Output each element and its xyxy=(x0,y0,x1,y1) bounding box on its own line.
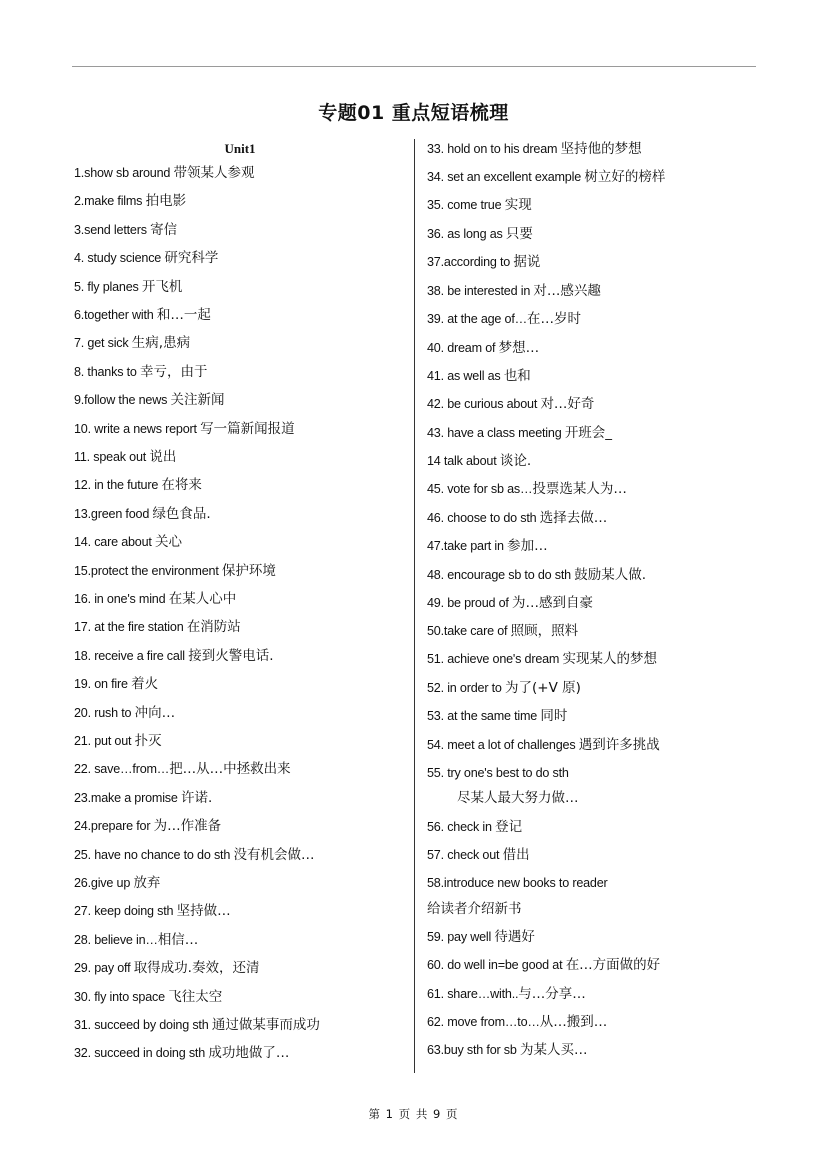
phrase-item xyxy=(74,420,295,438)
phrase-chinese: 放弃 xyxy=(133,875,161,891)
phrase-chinese: 从…搬到… xyxy=(539,1014,608,1030)
phrase-chinese: 关注新闻 xyxy=(170,392,225,408)
phrase-chinese: 为…感到自豪 xyxy=(512,595,594,611)
phrase-english: 55. try one's best to do sth xyxy=(427,766,569,780)
phrase-item xyxy=(427,846,530,864)
phrase-chinese: 据说 xyxy=(513,254,541,270)
phrase-english: 63.buy sth for sb xyxy=(427,1043,521,1057)
phrase-chinese: 绿色食品. xyxy=(152,506,211,522)
phrase-english: 12. in the future xyxy=(74,478,162,492)
phrase-item xyxy=(74,789,212,807)
phrase-english: 3.send letters xyxy=(74,223,151,237)
phrase-chinese: 研究科学 xyxy=(164,250,219,266)
phrase-chinese: 在…岁时 xyxy=(527,311,582,327)
phrase-english: 60. do well in=be good at xyxy=(427,958,566,972)
phrase-chinese: 照顾，照料 xyxy=(510,623,579,639)
phrase-english: 46. choose to do sth xyxy=(427,511,540,525)
phrase-chinese: 为某人买… xyxy=(520,1042,588,1058)
phrase-item xyxy=(74,959,259,977)
phrase-chinese: 相信… xyxy=(157,932,199,948)
phrase-chinese: 梦想… xyxy=(498,340,540,356)
phrase-item xyxy=(427,537,548,555)
unit-heading: Unit1 xyxy=(224,141,256,156)
phrase-item xyxy=(74,448,176,466)
phrase-item xyxy=(427,196,532,214)
phrase-item xyxy=(74,533,182,551)
phrase-english: 45. vote for sb as… xyxy=(427,482,533,496)
phrase-chinese: 扑灭 xyxy=(134,733,162,749)
phrase-item xyxy=(74,618,241,636)
phrase-chinese: 带领某人参观 xyxy=(173,165,255,181)
phrase-english: 52. in order to xyxy=(427,681,506,695)
phrase-english: 9.follow the news xyxy=(74,393,171,407)
phrase-english: 27. keep doing sth xyxy=(74,904,177,918)
phrase-english: 29. pay off xyxy=(74,961,134,975)
phrase-english: 16. in one's mind xyxy=(74,592,169,606)
phrase-english: 2.make films xyxy=(74,194,146,208)
phrase-item xyxy=(427,509,607,527)
phrase-english: 1.show sb around xyxy=(74,166,174,180)
phrase-chinese: 也和 xyxy=(503,368,531,384)
phrase-item xyxy=(427,339,539,357)
phrase-chinese: 着火 xyxy=(131,676,159,692)
phrase-item xyxy=(74,817,221,835)
phrase-chinese: 对…感兴趣 xyxy=(533,283,601,299)
phrase-english: 51. achieve one's dream xyxy=(427,652,563,666)
phrase-item xyxy=(74,647,274,665)
phrase-item xyxy=(74,505,211,523)
phrase-item xyxy=(427,282,601,300)
phrase-english: 24.prepare for xyxy=(74,819,154,833)
phrase-chinese: 遇到许多挑战 xyxy=(578,737,660,753)
phrase-chinese: 幸亏，由于 xyxy=(140,364,208,380)
phrase-item xyxy=(427,253,540,271)
phrase-english: 17. at the fire station xyxy=(74,620,187,634)
phrase-chinese: 把…从…中拯救出来 xyxy=(169,761,291,777)
phrase-english: 19. on fire xyxy=(74,677,132,691)
phrase-item xyxy=(74,221,177,239)
phrase-chinese: 在某人心中 xyxy=(168,591,237,607)
phrase-item xyxy=(74,590,236,608)
phrase-chinese: 关心 xyxy=(155,534,183,550)
phrase-item xyxy=(427,424,612,442)
phrase-item xyxy=(427,395,594,413)
phrase-chinese: 寄信 xyxy=(150,222,178,238)
header-rule xyxy=(72,66,756,67)
phrase-english: 14 talk about xyxy=(427,454,500,468)
phrase-english: 23.make a promise xyxy=(74,791,181,805)
phrase-chinese: 接到火警电话. xyxy=(188,648,274,664)
phrase-chinese: 给读者介绍新书 xyxy=(427,901,522,917)
phrase-english: 21. put out xyxy=(74,734,135,748)
phrase-chinese: 通过做某事而成功 xyxy=(211,1017,320,1033)
phrase-english: 6.together with xyxy=(74,308,157,322)
phrase-item xyxy=(427,140,642,158)
phrase-chinese: 参加… xyxy=(507,538,548,554)
phrase-item xyxy=(74,192,186,210)
phrase-chinese: 为…作准备 xyxy=(153,818,222,834)
phrase-english: 33. hold on to his dream xyxy=(427,142,561,156)
phrase-item xyxy=(427,928,535,946)
phrase-chinese: 取得成功.奏效，还清 xyxy=(133,960,260,976)
phrase-item xyxy=(74,760,291,778)
phrase-english: 57. check out xyxy=(427,848,503,862)
phrase-item xyxy=(74,249,218,267)
phrase-chinese: 写一篇新闻报道 xyxy=(200,421,295,437)
phrase-english: 61. share…with.. xyxy=(427,987,519,1001)
phrase-english: 18. receive a fire call xyxy=(74,649,189,663)
phrase-english: 11. speak out xyxy=(74,450,150,464)
phrase-chinese: 在…方面做的好 xyxy=(565,957,661,973)
phrase-item xyxy=(74,334,190,352)
phrase-english: 42. be curious about xyxy=(427,397,541,411)
phrase-item xyxy=(427,707,567,725)
phrase-item xyxy=(427,956,660,974)
phrase-item xyxy=(74,278,182,296)
phrase-english: 5. fly planes xyxy=(74,280,142,294)
phrase-chinese: 登记 xyxy=(495,819,523,835)
phrase-english: 37.according to xyxy=(427,255,514,269)
phrase-english: 25. have no chance to do sth xyxy=(74,848,234,862)
column-divider xyxy=(414,139,415,1073)
phrase-item xyxy=(74,846,314,864)
phrase-english: 13.green food xyxy=(74,507,153,521)
phrase-item xyxy=(74,704,175,722)
phrase-english: 53. at the same time xyxy=(427,709,541,723)
phrase-chinese: 借出 xyxy=(502,847,530,863)
page-footer: 第 1 页 共 9 页 xyxy=(368,1107,459,1121)
phrase-chinese: 谈论. xyxy=(499,453,532,469)
phrase-english: 54. meet a lot of challenges xyxy=(427,738,579,752)
phrase-item xyxy=(427,566,646,584)
phrase-english: 28. believe in… xyxy=(74,933,158,947)
phrase-english: 14. care about xyxy=(74,535,156,549)
phrase-chinese: 拍电影 xyxy=(145,193,187,209)
phrase-english: 59. pay well xyxy=(427,930,495,944)
phrase-item xyxy=(74,902,231,920)
phrase-chinese: 同时 xyxy=(540,708,568,724)
phrase-chinese: 没有机会做… xyxy=(233,847,315,863)
phrase-chinese: 坚持做… xyxy=(176,903,231,919)
phrase-item xyxy=(427,1041,588,1059)
phrase-english: 36. as long as xyxy=(427,227,506,241)
phrase-chinese: 飞往太空 xyxy=(168,989,223,1005)
phrase-chinese: 开飞机 xyxy=(141,279,183,295)
phrase-english: 34. set an excellent example xyxy=(427,170,585,184)
phrase-item xyxy=(427,452,531,470)
phrase-english: 20. rush to xyxy=(74,706,135,720)
phrase-item xyxy=(427,818,522,836)
phrase-item xyxy=(74,1016,320,1034)
phrase-english: 8. thanks to xyxy=(74,365,141,379)
phrase-chinese: 生病,患病 xyxy=(131,335,191,351)
phrase-english: 50.take care of xyxy=(427,624,511,638)
phrase-chinese: 开班会_ xyxy=(564,425,613,441)
page-title: 专题01 重点短语梳理 xyxy=(318,102,509,124)
phrase-chinese: 和…一起 xyxy=(156,307,211,323)
phrase-chinese: 为了(+V 原) xyxy=(505,680,581,696)
phrase-chinese: 保护环境 xyxy=(221,563,276,579)
phrase-english: 10. write a news report xyxy=(74,422,201,436)
phrase-chinese: 投票选某人为… xyxy=(532,481,627,497)
phrase-chinese: 选择去做… xyxy=(539,510,608,526)
phrase-chinese: 在消防站 xyxy=(186,619,241,635)
phrase-item xyxy=(74,675,158,693)
phrase-english: 49. be proud of xyxy=(427,596,513,610)
phrase-chinese: 许诺. xyxy=(181,790,213,806)
phrase-item xyxy=(427,874,608,892)
phrase-english: 4. study science xyxy=(74,251,165,265)
phrase-english: 41. as well as xyxy=(427,369,504,383)
phrase-chinese: 待遇好 xyxy=(494,929,535,945)
phrase-english: 31. succeed by doing sth xyxy=(74,1018,212,1032)
phrase-english: 58.introduce new books to reader xyxy=(427,876,608,890)
phrase-item xyxy=(74,476,202,494)
phrase-item xyxy=(427,310,581,328)
phrase-english: 26.give up xyxy=(74,876,134,890)
phrase-chinese: 只要 xyxy=(505,226,533,242)
phrase-item xyxy=(427,622,578,640)
phrase-chinese: 与…分享… xyxy=(518,986,586,1002)
phrase-item xyxy=(427,736,660,754)
phrase-item xyxy=(74,164,255,182)
phrase-english: 62. move from…to… xyxy=(427,1015,540,1029)
phrase-english: 15.protect the environment xyxy=(74,564,222,578)
phrase-english: 35. come true xyxy=(427,198,505,212)
phrase-item xyxy=(74,562,276,580)
phrase-item xyxy=(74,391,225,409)
phrase-item xyxy=(427,594,593,612)
phrase-chinese: 成功地做了… xyxy=(208,1045,290,1061)
phrase-item xyxy=(457,789,579,807)
phrase-english: 32. succeed in doing sth xyxy=(74,1046,209,1060)
phrase-item xyxy=(427,168,665,186)
phrase-item xyxy=(74,988,222,1006)
phrase-item xyxy=(74,732,162,750)
phrase-item xyxy=(427,225,533,243)
phrase-item xyxy=(74,1044,289,1062)
phrase-english: 38. be interested in xyxy=(427,284,534,298)
phrase-item xyxy=(74,306,211,324)
phrase-item xyxy=(74,874,160,892)
phrase-item xyxy=(74,363,208,381)
phrase-english: 47.take part in xyxy=(427,539,508,553)
phrase-english: 7. get sick xyxy=(74,336,132,350)
phrase-item xyxy=(427,480,627,498)
phrase-chinese: 实现 xyxy=(504,197,532,213)
phrase-english: 56. check in xyxy=(427,820,496,834)
phrase-english: 39. at the age of… xyxy=(427,312,528,326)
phrase-english: 48. encourage sb to do sth xyxy=(427,568,575,582)
phrase-english: 30. fly into space xyxy=(74,990,169,1004)
phrase-item xyxy=(427,679,581,697)
phrase-item xyxy=(427,985,586,1003)
phrase-english: 22. save…from… xyxy=(74,762,170,776)
phrase-item xyxy=(427,650,657,668)
phrase-item xyxy=(427,764,569,782)
phrase-chinese: 对…好奇 xyxy=(540,396,595,412)
phrase-item xyxy=(427,900,522,918)
phrase-item xyxy=(427,367,531,385)
phrase-chinese: 冲向… xyxy=(134,705,176,721)
phrase-english: 43. have a class meeting xyxy=(427,426,565,440)
phrase-item xyxy=(74,931,198,949)
phrase-chinese: 鼓励某人做. xyxy=(574,567,647,583)
phrase-chinese: 实现某人的梦想 xyxy=(562,651,658,667)
phrase-chinese: 尽某人最大努力做… xyxy=(457,790,579,806)
phrase-english: 40. dream of xyxy=(427,341,499,355)
phrase-chinese: 说出 xyxy=(149,449,177,465)
phrase-chinese: 坚持他的梦想 xyxy=(560,141,642,157)
phrase-chinese: 树立好的榜样 xyxy=(584,169,666,185)
phrase-item xyxy=(427,1013,607,1031)
phrase-chinese: 在将来 xyxy=(161,477,202,493)
